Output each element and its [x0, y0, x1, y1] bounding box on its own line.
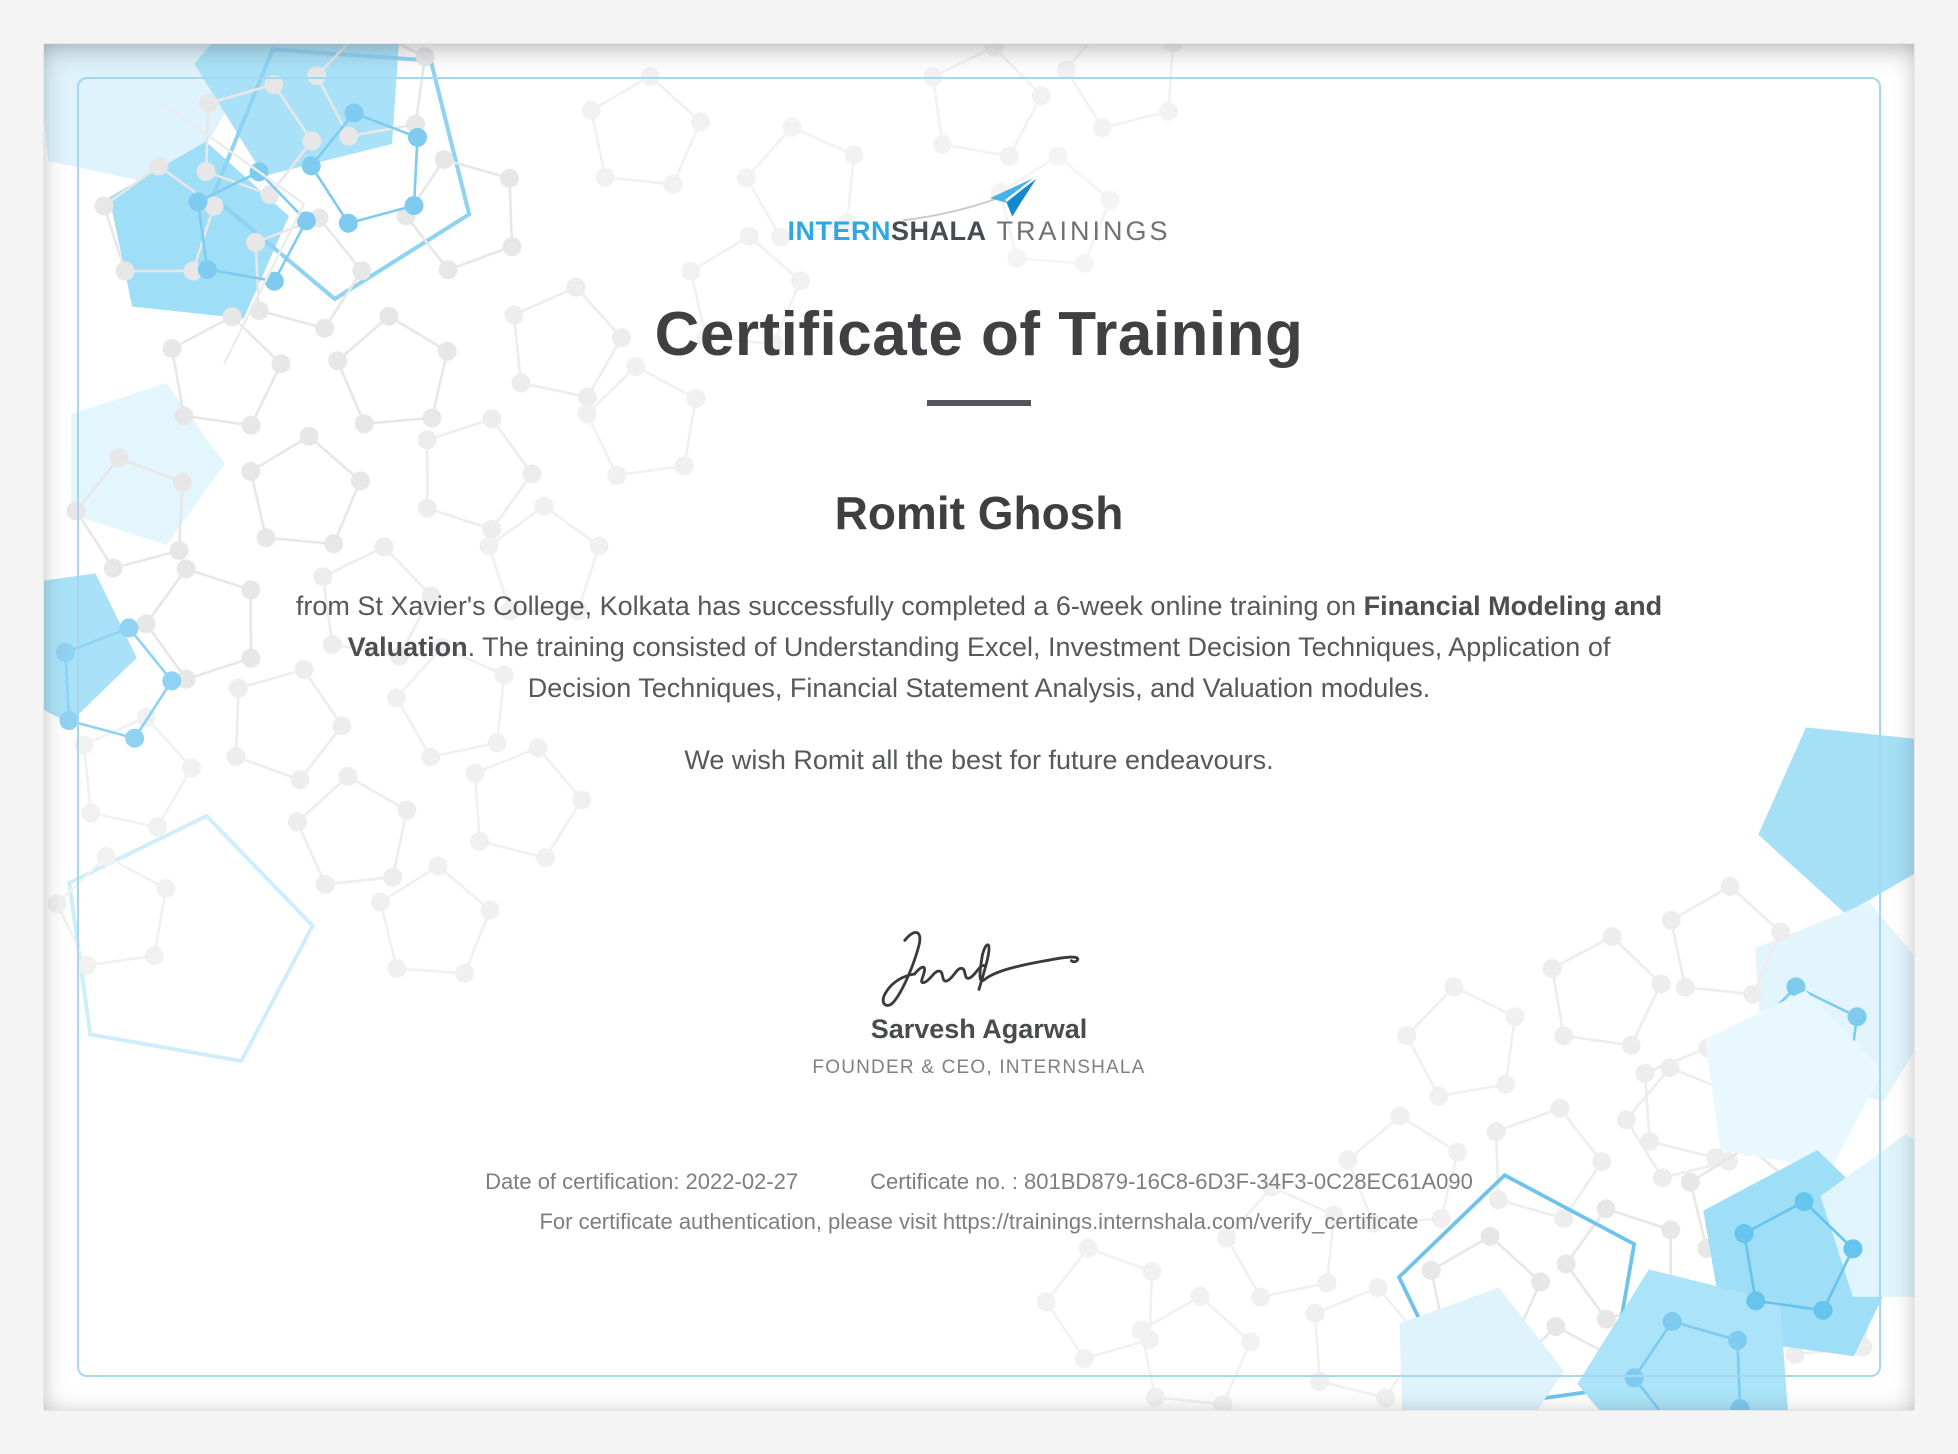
body-line3-normal: Decision Techniques, Financial Statement Analysis, and Valuation modules. — [527, 673, 1431, 703]
certificate-card — [44, 44, 1914, 1410]
body-line-2 — [348, 632, 1611, 662]
body-line-3 — [528, 673, 1431, 703]
paper-plane-icon — [896, 174, 1046, 224]
body-line1-bold: Financial Modeling and — [1363, 591, 1663, 621]
internshala-logo — [787, 216, 1170, 247]
date-label: Date of certification: — [485, 1169, 680, 1194]
cert-no-label: Certificate no. : — [870, 1169, 1019, 1194]
body-line1-normal: from St Xavier's College, Kolkata has successfully completed a 6-week online training on — [295, 591, 1364, 621]
logo-shala: SHALA — [890, 216, 987, 246]
logo-intern: INTERN — [787, 216, 891, 246]
certificate-title: Certificate of Training — [654, 300, 1304, 369]
certification-date — [485, 1169, 798, 1195]
certificate-number — [870, 1169, 1473, 1195]
signer-name: Sarvesh Agarwal — [870, 1014, 1088, 1044]
date-value: 2022-02-27 — [685, 1169, 799, 1194]
wish-line: We wish Romit all the best for future endeavours. — [684, 745, 1274, 775]
verify-url: https://trainings.internshala.com/verify_certificate — [942, 1209, 1419, 1234]
title-underline — [927, 400, 1031, 406]
authentication-note — [539, 1209, 1418, 1235]
recipient-name: Romit Ghosh — [834, 487, 1124, 539]
cert-no-value: 801BD879-16C8-6D3F-34F3-0C28EC61A090 — [1024, 1169, 1473, 1194]
signature-handwriting-icon — [874, 924, 1084, 1010]
body-line-1 — [296, 591, 1662, 621]
certificate-body — [296, 586, 1662, 709]
body-line2-normal: . The training consisted of Understanding Excel, Investment Decision Techniques, Application of — [467, 632, 1611, 662]
logo-trainings: TRAININGS — [996, 216, 1171, 246]
body-line2-bold: Valuation — [347, 632, 468, 662]
signer-title: FOUNDER & CEO, INTERNSHALA — [812, 1057, 1146, 1078]
certificate-meta — [485, 1169, 1473, 1195]
auth-text: For certificate authentication, please visit — [539, 1209, 937, 1234]
